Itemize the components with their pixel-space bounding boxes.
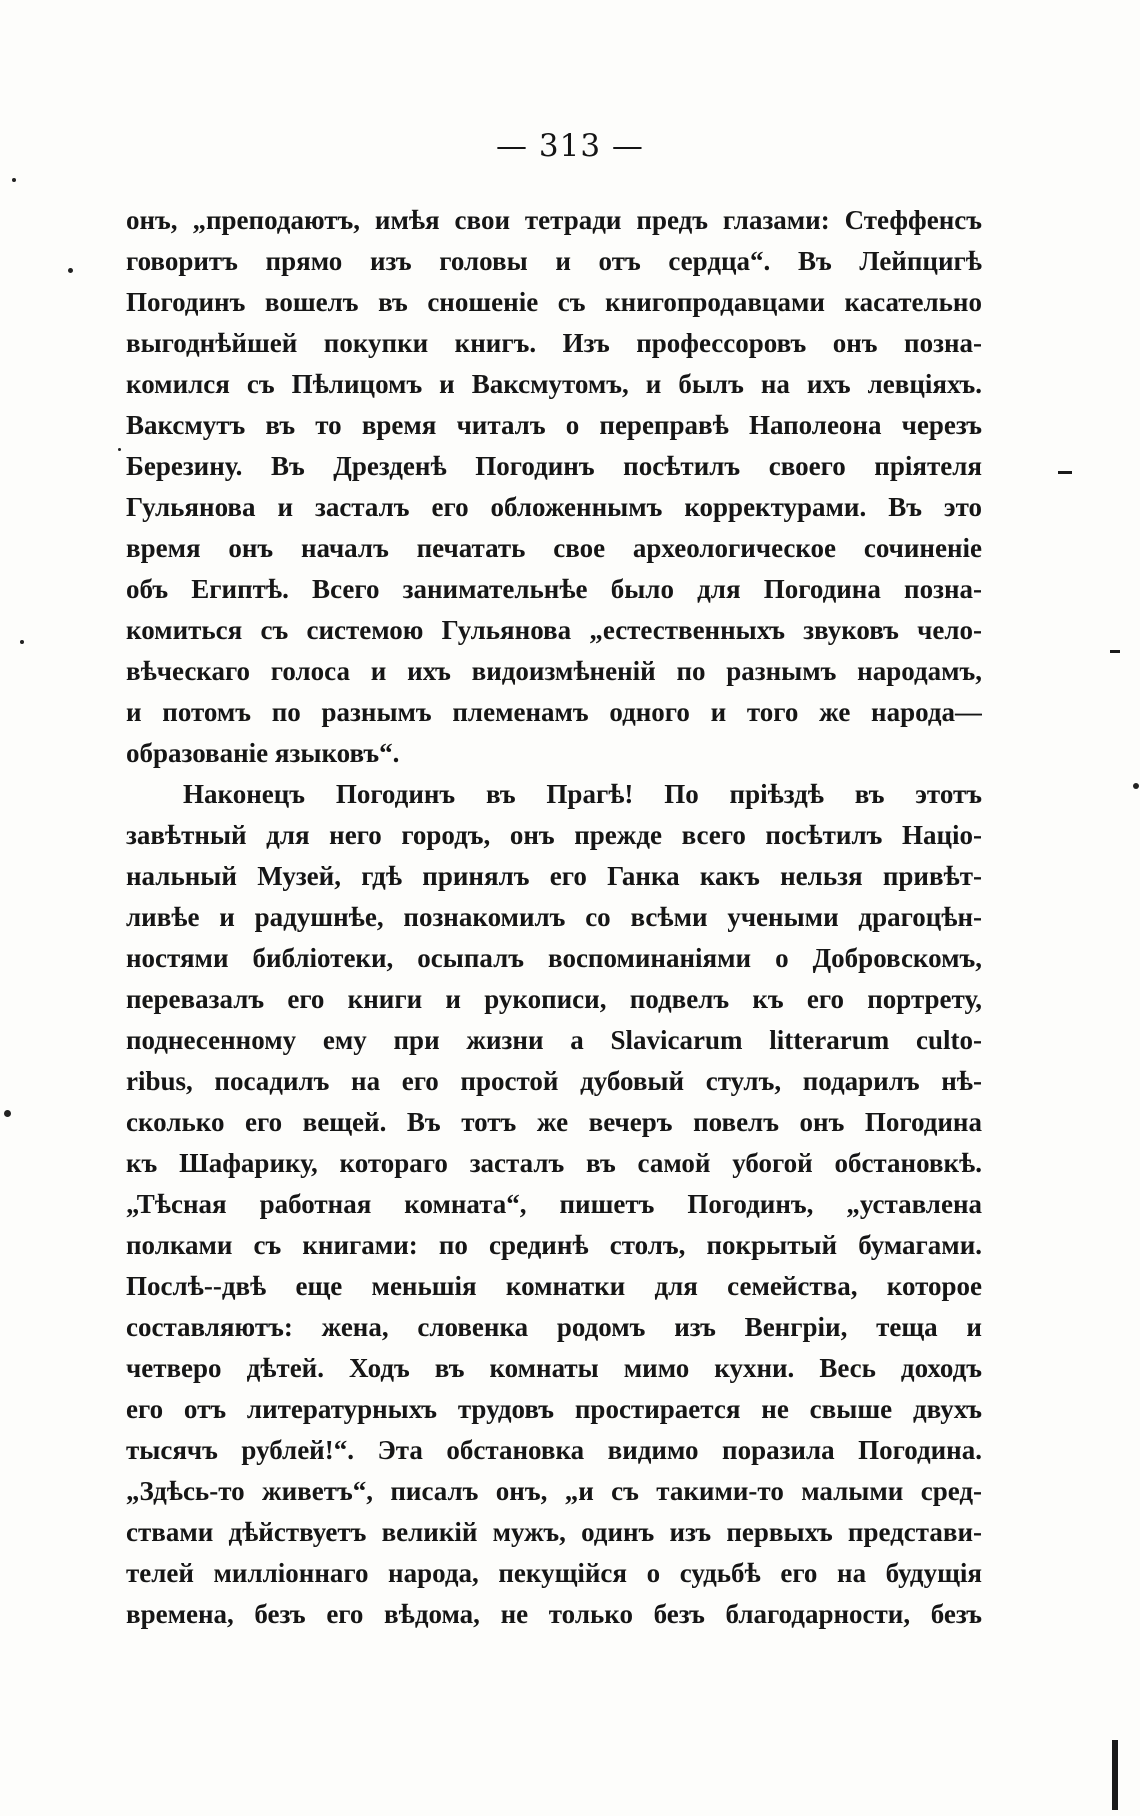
paragraph-2 xyxy=(126,774,982,1635)
text-line: „Здѣсь-то живетъ“, писалъ онъ, „и съ такими-то малыми сред- xyxy=(126,1476,982,1506)
text-line: ностями библіотеки, осыпалъ воспоминаніями о Добровскомъ, xyxy=(126,943,982,973)
margin-dash xyxy=(1110,650,1120,653)
text-line: ствами дѣйствуетъ великій мужъ, одинъ изъ первыхъ представи- xyxy=(126,1517,982,1547)
scan-speck xyxy=(20,640,24,644)
text-line: объ Египтѣ. Всего занимательнѣе было для Погодина позна- xyxy=(126,574,982,604)
text-line: четверо дѣтей. Ходъ въ комнаты мимо кухни. Весь доходъ xyxy=(126,1353,982,1383)
text-line: времена, безъ его вѣдома, не только безъ благодарности, безъ xyxy=(126,1599,982,1629)
text-line: вѣческаго голоса и ихъ видоизмѣненій по разнымъ народамъ, xyxy=(126,656,982,686)
text-line: ribus, посадилъ на его простой дубовый стулъ, подарилъ нѣ- xyxy=(126,1066,982,1096)
text-line: образованіе языковъ“. xyxy=(126,738,400,768)
text-line: тысячъ рублей!“. Эта обстановка видимо поразила Погодина. xyxy=(126,1435,982,1465)
text-line: Гульянова и засталъ его обложеннымъ корректурами. Въ это xyxy=(126,492,982,522)
text-line: говоритъ прямо изъ головы и отъ сердца“. Въ Лейпцигѣ xyxy=(126,246,982,276)
text-line: онъ, „преподаютъ, имѣя свои тетради предъ глазами: Стеффенсъ xyxy=(126,205,982,235)
text-line: Наконецъ Погодинъ въ Прагѣ! По пріѣздѣ въ этотъ xyxy=(183,779,982,809)
text-line: ливѣе и радушнѣе, познакомилъ со всѣми учеными драгоцѣн- xyxy=(126,902,982,932)
scan-speck xyxy=(118,448,121,451)
scan-speck xyxy=(4,1110,11,1117)
page-number: — 313 — xyxy=(496,128,644,164)
text-line: Послѣ--двѣ еще меньшія комнатки для семейства, которое xyxy=(126,1271,982,1301)
body-text xyxy=(126,200,982,1635)
scan-speck xyxy=(12,178,16,182)
text-line: Березину. Въ Дрезденѣ Погодинъ посѣтилъ своего пріятеля xyxy=(126,451,982,481)
text-line: къ Шафарику, котораго засталъ въ самой убогой обстановкѣ. xyxy=(126,1148,982,1178)
text-line: нальный Музей, гдѣ принялъ его Ганка какъ нельзя привѣт- xyxy=(126,861,982,891)
edge-rule xyxy=(1112,1740,1118,1810)
text-line: и потомъ по разнымъ племенамъ одного и того же народа— xyxy=(126,697,982,727)
text-line: составляютъ: жена, словенка родомъ изъ Венгріи, теща и xyxy=(126,1312,982,1342)
text-line: его отъ литературныхъ трудовъ простирается не свыше двухъ xyxy=(126,1394,982,1424)
text-line: комиться съ системою Гульянова „естественныхъ звуковъ чело- xyxy=(126,615,982,645)
text-line: телей милліоннаго народа, пекущійся о судьбѣ его на будущія xyxy=(126,1558,982,1588)
text-line: поднесенному ему при жизни а Slavicarum litterarum culto- xyxy=(126,1025,982,1055)
text-line: Погодинъ вошелъ въ сношеніе съ книгопродавцами касательно xyxy=(126,287,982,317)
scan-speck xyxy=(68,268,73,273)
text-line: время онъ началъ печатать свое археологическое сочиненіе xyxy=(126,533,982,563)
text-line: сколько его вещей. Въ тотъ же вечеръ повелъ онъ Погодина xyxy=(126,1107,982,1137)
text-line: полками съ книгами: по срединѣ столъ, покрытый бумагами. xyxy=(126,1230,982,1260)
text-line: выгоднѣйшей покупки книгъ. Изъ профессоровъ онъ позна- xyxy=(126,328,982,358)
text-line: Ваксмутъ въ то время читалъ о переправѣ Наполеона черезъ xyxy=(126,410,982,440)
paragraph-1 xyxy=(126,200,982,774)
scan-speck xyxy=(1133,783,1139,789)
text-line: комился съ Пѣлицомъ и Ваксмутомъ, и былъ на ихъ левціяхъ. xyxy=(126,369,982,399)
margin-dash xyxy=(1058,471,1072,474)
text-line: „Тѣсная работная комната“, пишетъ Погодинъ, „уставлена xyxy=(126,1189,982,1219)
text-line: перевазалъ его книги и рукописи, подвелъ къ его портрету, xyxy=(126,984,982,1014)
text-line: завѣтный для него городъ, онъ прежде всего посѣтилъ Націо- xyxy=(126,820,982,850)
